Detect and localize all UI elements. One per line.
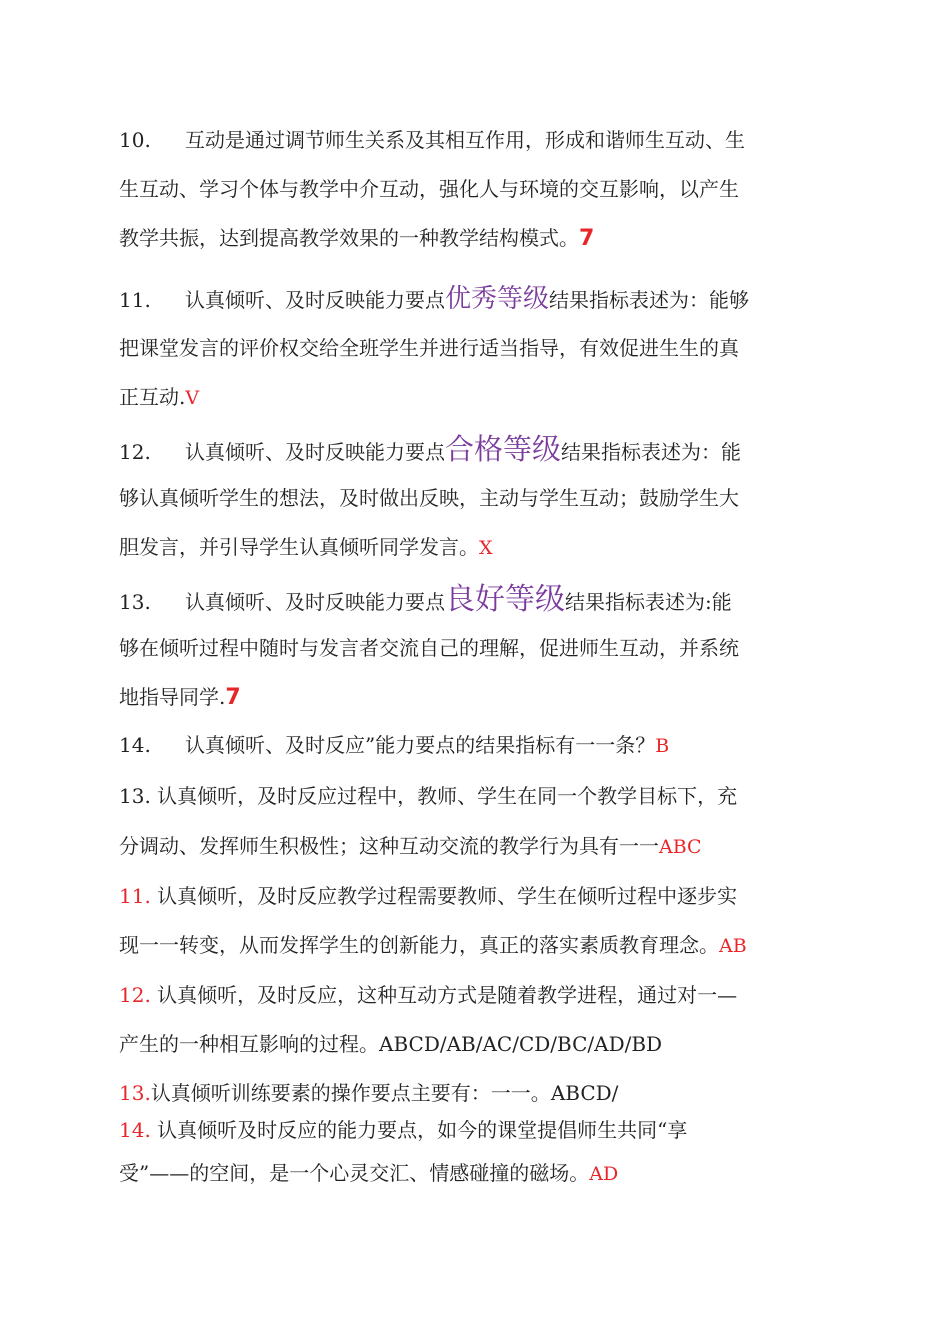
question-number: 10. bbox=[119, 128, 151, 152]
question-text: 受”——的空间，是一个心灵交汇、情感碰撞的磁场。 bbox=[119, 1161, 590, 1185]
question-text: 把课堂发言的评价权交给全班学生并进行适当指导，有效促进生生的真 bbox=[119, 336, 739, 360]
question-12b bbox=[119, 971, 819, 1069]
question-text: 够认真倾听学生的想法，及时做出反映，主动与学生互动；鼓励学生大 bbox=[119, 486, 739, 510]
question-number: 11. bbox=[119, 884, 151, 908]
question-number: 13. bbox=[119, 1081, 151, 1105]
question-text: 认真倾听、及时反映能力要点 bbox=[185, 288, 445, 312]
question-text: 认真倾听，及时反应，这种互动方式是随着教学进程，通过对一— bbox=[157, 983, 738, 1007]
question-10 bbox=[119, 116, 819, 263]
question-text: 认真倾听及时反应的能力要点，如今的课堂提倡师生共同“享 bbox=[157, 1118, 688, 1142]
question-number: 13. bbox=[119, 784, 151, 808]
question-number: 14. bbox=[119, 733, 151, 757]
question-text: 认真倾听，及时反应过程中，教师、学生在同一个教学目标下，充 bbox=[157, 784, 738, 808]
question-text: 正互动. bbox=[119, 385, 186, 409]
question-number: 12. bbox=[119, 440, 151, 464]
question-text: 产生的一种相互影响的过程。 bbox=[119, 1032, 379, 1056]
grade-label: 优秀等级 bbox=[445, 284, 550, 314]
answer-mark: ABCD/ bbox=[550, 1081, 619, 1105]
grade-label: 合格等级 bbox=[445, 432, 562, 466]
answer-mark: AB bbox=[719, 935, 747, 957]
answer-mark: AD bbox=[589, 1163, 619, 1185]
answer-mark: X bbox=[479, 537, 493, 559]
answer-mark: 7 bbox=[579, 226, 595, 251]
answer-mark: ABC bbox=[659, 836, 702, 858]
question-number: 12. bbox=[119, 983, 151, 1007]
answer-mark: 7 bbox=[225, 685, 241, 710]
question-text: 认真倾听、及时反映能力要点 bbox=[185, 590, 445, 614]
question-text: 结果指标表述为：能 bbox=[561, 440, 742, 464]
question-text: 够在倾听过程中随时与发言者交流自己的理解，促进师生互动，并系统 bbox=[119, 636, 739, 660]
answer-mark: V bbox=[185, 387, 200, 409]
question-text: 现一一转变，从而发挥学生的创新能力，真正的落实素质教育理念。 bbox=[119, 933, 719, 957]
question-text: 结果指标表述为：能够 bbox=[549, 288, 750, 312]
question-text: 分调动、发挥师生积极性；这种互动交流的教学行为具有一一 bbox=[119, 834, 659, 858]
question-number: 11. bbox=[119, 288, 151, 312]
grade-label: 良好等级 bbox=[445, 582, 565, 617]
question-text: 胆发言，并引导学生认真倾听同学发言。 bbox=[119, 535, 479, 559]
answer-mark: B bbox=[655, 735, 670, 757]
question-14 bbox=[119, 721, 819, 770]
question-text: 地指导同学. bbox=[119, 685, 226, 709]
question-text: 认真倾听、及时反映能力要点 bbox=[185, 440, 445, 464]
question-text: 生互动、学习个体与教学中介互动，强化人与环境的交互影响，以产生 bbox=[119, 177, 739, 201]
question-13 bbox=[119, 575, 819, 722]
question-number: 13. bbox=[119, 590, 151, 614]
question-text: 认真倾听、及时反应”能力要点的结果指标有一一条？ bbox=[185, 733, 656, 757]
question-text: 教学共振，达到提高教学效果的一种教学结构模式。 bbox=[119, 226, 579, 250]
question-text: 认真倾听训练要素的操作要点主要有：一一。 bbox=[150, 1081, 551, 1105]
question-13b bbox=[119, 772, 819, 871]
question-11b bbox=[119, 872, 819, 970]
question-14b bbox=[119, 1108, 819, 1194]
answer-mark: ABCD/AB/AC/CD/BC/AD/BD bbox=[379, 1032, 663, 1056]
question-text: 认真倾听，及时反应教学过程需要教师、学生在倾听过程中逐步实 bbox=[157, 884, 738, 908]
question-text: 结果指标表述为:能 bbox=[565, 590, 732, 614]
question-12 bbox=[119, 425, 819, 572]
question-text: 互动是通过调节师生关系及其相互作用，形成和谐师生互动、生 bbox=[185, 128, 745, 152]
question-11 bbox=[119, 275, 819, 422]
question-number: 14. bbox=[119, 1118, 151, 1142]
